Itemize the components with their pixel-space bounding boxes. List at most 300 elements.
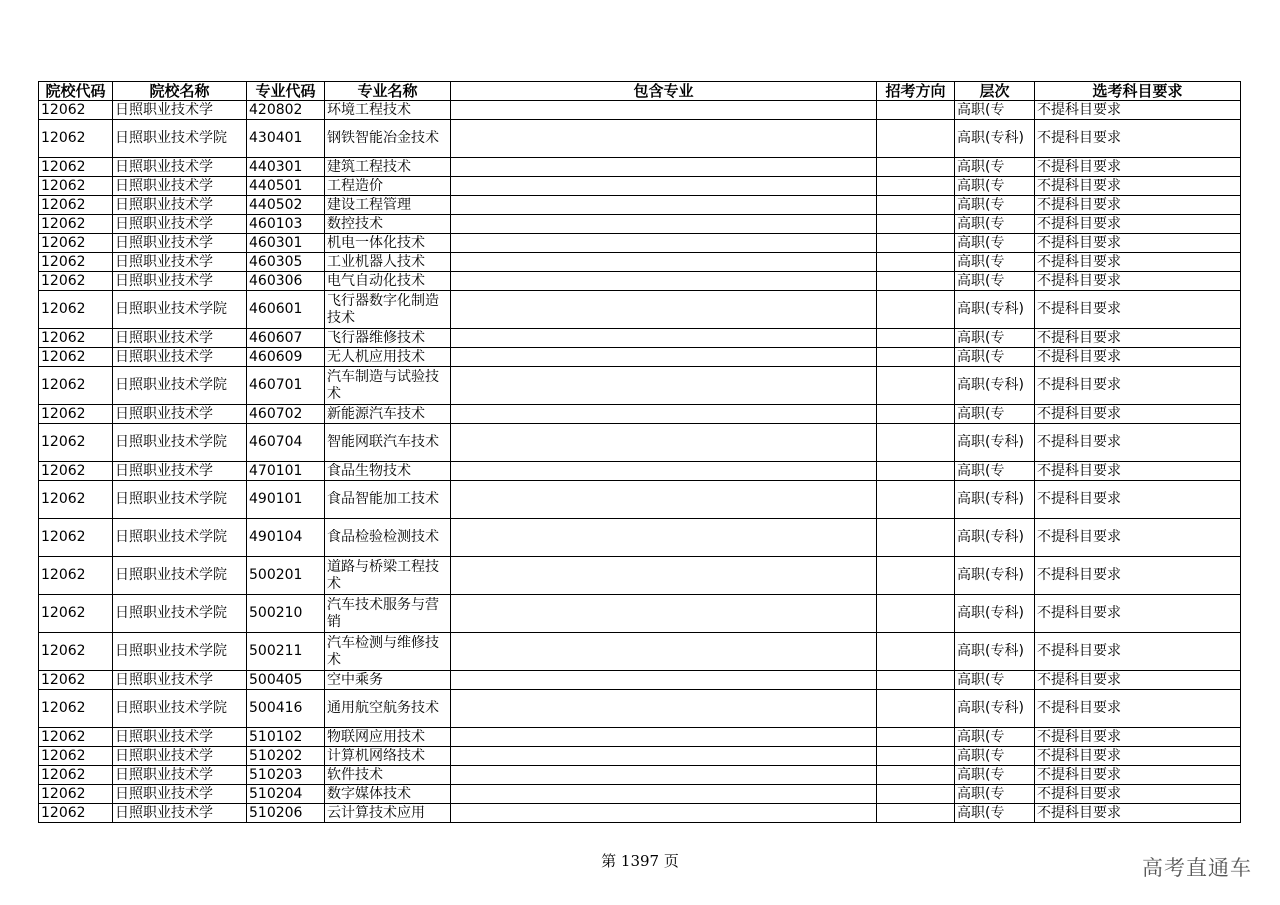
- major-name-cell-text: 建筑工程技术: [327, 158, 411, 175]
- major-name-cell-text: 食品生物技术: [327, 462, 411, 479]
- level-cell-text: 高职(专: [957, 101, 1005, 118]
- major-name-cell: [325, 272, 451, 291]
- major-code-cell: [247, 120, 325, 158]
- school-name-cell-text: 日照职业技术学院: [115, 700, 227, 716]
- school-name-cell: [113, 158, 247, 177]
- school-name-cell: [113, 633, 247, 671]
- major-name-cell: [325, 234, 451, 253]
- major-name-cell-text: 食品检验检测技术: [327, 529, 439, 545]
- major-code-cell: [247, 671, 325, 690]
- level-cell: [955, 196, 1035, 215]
- subject-requirement-cell: [1035, 424, 1241, 462]
- subject-requirement-cell-text: 不提科目要求: [1037, 766, 1121, 783]
- major-name-cell-text: 云计算技术应用: [327, 804, 425, 821]
- school-code-cell-text: 12062: [41, 785, 86, 802]
- subject-requirement-cell: [1035, 253, 1241, 272]
- school-name-cell: [113, 348, 247, 367]
- level-cell: [955, 215, 1035, 234]
- major-code-cell: [247, 595, 325, 633]
- school-code-cell-text: 12062: [41, 301, 86, 317]
- major-code-cell: [247, 177, 325, 196]
- included-majors-cell: [451, 291, 877, 329]
- subject-requirement-cell: [1035, 557, 1241, 595]
- school-name-cell-text: 日照职业技术学: [115, 272, 213, 289]
- school-name-cell-text: 日照职业技术学院: [115, 301, 227, 317]
- major-name-cell: [325, 177, 451, 196]
- major-name-cell-text: 数控技术: [327, 215, 383, 232]
- level-cell: [955, 177, 1035, 196]
- level-cell: [955, 253, 1035, 272]
- included-majors-cell: [451, 519, 877, 557]
- major-code-cell: [247, 101, 325, 120]
- direction-cell: [877, 633, 955, 671]
- school-code-cell: [39, 405, 113, 424]
- subject-requirement-cell-text: 不提科目要求: [1037, 462, 1121, 479]
- major-name-cell-text: 汽车制造与试验技术: [327, 368, 439, 402]
- table-row: [39, 785, 1241, 804]
- school-name-cell-text: 日照职业技术学: [115, 728, 213, 745]
- major-name-cell: [325, 804, 451, 823]
- subject-requirement-cell-text: 不提科目要求: [1037, 215, 1121, 232]
- header-school-name: 院校名称: [113, 82, 247, 101]
- level-cell-text: 高职(专: [957, 804, 1005, 821]
- subject-requirement-cell: [1035, 690, 1241, 728]
- subject-requirement-cell-text: 不提科目要求: [1037, 491, 1121, 507]
- table-row: [39, 747, 1241, 766]
- subject-requirement-cell-text: 不提科目要求: [1037, 728, 1121, 745]
- school-code-cell-text: 12062: [41, 700, 86, 716]
- direction-cell: [877, 101, 955, 120]
- school-code-cell: [39, 196, 113, 215]
- major-name-cell-text: 数字媒体技术: [327, 785, 411, 802]
- school-code-cell: [39, 253, 113, 272]
- major-name-cell: [325, 747, 451, 766]
- subject-requirement-cell-text: 不提科目要求: [1037, 529, 1121, 545]
- table-row: [39, 728, 1241, 747]
- school-code-cell-text: 12062: [41, 643, 86, 659]
- table-row: [39, 234, 1241, 253]
- major-code-cell-text: 440502: [249, 196, 303, 213]
- school-name-cell: [113, 234, 247, 253]
- table-row: [39, 424, 1241, 462]
- level-cell-text: 高职(专科): [957, 643, 1024, 659]
- included-majors-cell: [451, 690, 877, 728]
- direction-cell: [877, 215, 955, 234]
- school-code-cell: [39, 291, 113, 329]
- school-code-cell: [39, 690, 113, 728]
- included-majors-cell: [451, 348, 877, 367]
- major-name-cell: [325, 785, 451, 804]
- major-code-cell: [247, 253, 325, 272]
- major-code-cell: [247, 690, 325, 728]
- table-row: [39, 671, 1241, 690]
- subject-requirement-cell-text: 不提科目要求: [1037, 671, 1121, 688]
- school-code-cell-text: 12062: [41, 804, 86, 821]
- school-code-cell-text: 12062: [41, 253, 86, 270]
- level-cell: [955, 462, 1035, 481]
- watermark-text: 高考直通车: [1142, 856, 1252, 880]
- school-name-cell: [113, 804, 247, 823]
- subject-requirement-cell-text: 不提科目要求: [1037, 405, 1121, 422]
- major-code-cell-text: 420802: [249, 101, 303, 118]
- major-name-cell-text: 工程造价: [327, 177, 383, 194]
- major-name-cell-text: 汽车检测与维修技术: [327, 634, 439, 668]
- level-cell: [955, 766, 1035, 785]
- subject-requirement-cell: [1035, 519, 1241, 557]
- school-name-cell-text: 日照职业技术学院: [115, 491, 227, 507]
- table-row: [39, 348, 1241, 367]
- subject-requirement-cell-text: 不提科目要求: [1037, 196, 1121, 213]
- school-code-cell: [39, 671, 113, 690]
- level-cell-text: 高职(专: [957, 272, 1005, 289]
- major-name-cell: [325, 253, 451, 272]
- level-cell-text: 高职(专: [957, 253, 1005, 270]
- school-name-cell: [113, 462, 247, 481]
- school-name-cell-text: 日照职业技术学院: [115, 567, 227, 583]
- header-major-name: 专业名称: [325, 82, 451, 101]
- school-name-cell-text: 日照职业技术学: [115, 785, 213, 802]
- major-name-cell: [325, 557, 451, 595]
- level-cell: [955, 633, 1035, 671]
- major-code-cell-text: 460103: [249, 215, 303, 232]
- included-majors-cell: [451, 215, 877, 234]
- table-row: [39, 101, 1241, 120]
- major-name-cell-text: 物联网应用技术: [327, 728, 425, 745]
- major-name-cell: [325, 348, 451, 367]
- included-majors-cell: [451, 367, 877, 405]
- school-code-cell-text: 12062: [41, 434, 86, 450]
- included-majors-cell: [451, 557, 877, 595]
- level-cell: [955, 785, 1035, 804]
- major-code-cell: [247, 481, 325, 519]
- included-majors-cell: [451, 405, 877, 424]
- school-name-cell-text: 日照职业技术学: [115, 804, 213, 821]
- table-row: [39, 367, 1241, 405]
- level-cell-text: 高职(专科): [957, 491, 1024, 507]
- direction-cell: [877, 234, 955, 253]
- school-code-cell: [39, 747, 113, 766]
- major-name-cell-text: 建设工程管理: [327, 196, 411, 213]
- direction-cell: [877, 329, 955, 348]
- major-name-cell: [325, 120, 451, 158]
- school-code-cell: [39, 766, 113, 785]
- major-code-cell: [247, 424, 325, 462]
- direction-cell: [877, 671, 955, 690]
- level-cell-text: 高职(专科): [957, 377, 1024, 393]
- school-name-cell: [113, 728, 247, 747]
- school-code-cell-text: 12062: [41, 491, 86, 507]
- direction-cell: [877, 253, 955, 272]
- school-name-cell: [113, 557, 247, 595]
- direction-cell: [877, 481, 955, 519]
- major-code-cell-text: 460301: [249, 234, 303, 251]
- level-cell-text: 高职(专: [957, 234, 1005, 251]
- major-name-cell: [325, 690, 451, 728]
- school-code-cell: [39, 557, 113, 595]
- subject-requirement-cell-text: 不提科目要求: [1037, 804, 1121, 821]
- level-cell: [955, 728, 1035, 747]
- major-name-cell-text: 电气自动化技术: [327, 272, 425, 289]
- major-code-cell-text: 490104: [249, 529, 303, 545]
- level-cell-text: 高职(专科): [957, 301, 1024, 317]
- school-code-cell: [39, 215, 113, 234]
- included-majors-cell: [451, 804, 877, 823]
- subject-requirement-cell: [1035, 728, 1241, 747]
- subject-requirement-cell-text: 不提科目要求: [1037, 158, 1121, 175]
- school-name-cell: [113, 291, 247, 329]
- table-row: [39, 633, 1241, 671]
- direction-cell: [877, 196, 955, 215]
- direction-cell: [877, 177, 955, 196]
- major-code-cell: [247, 766, 325, 785]
- level-cell: [955, 671, 1035, 690]
- school-name-cell: [113, 481, 247, 519]
- major-code-cell-text: 500405: [249, 671, 303, 688]
- major-name-cell: [325, 367, 451, 405]
- table-row: [39, 690, 1241, 728]
- level-cell-text: 高职(专科): [957, 529, 1024, 545]
- subject-requirement-cell-text: 不提科目要求: [1037, 643, 1121, 659]
- school-name-cell-text: 日照职业技术学: [115, 215, 213, 232]
- level-cell-text: 高职(专: [957, 329, 1005, 346]
- major-code-cell-text: 510206: [249, 804, 303, 821]
- subject-requirement-cell: [1035, 177, 1241, 196]
- direction-cell: [877, 291, 955, 329]
- major-name-cell-text: 无人机应用技术: [327, 348, 425, 365]
- level-cell-text: 高职(专: [957, 747, 1005, 764]
- subject-requirement-cell: [1035, 671, 1241, 690]
- subject-requirement-cell: [1035, 367, 1241, 405]
- subject-requirement-cell: [1035, 481, 1241, 519]
- school-code-cell: [39, 367, 113, 405]
- school-name-cell-text: 日照职业技术学: [115, 405, 213, 422]
- table-header-row: [39, 82, 1241, 101]
- level-cell-text: 高职(专: [957, 196, 1005, 213]
- subject-requirement-cell-text: 不提科目要求: [1037, 605, 1121, 621]
- subject-requirement-cell-text: 不提科目要求: [1037, 234, 1121, 251]
- major-code-cell: [247, 519, 325, 557]
- school-code-cell-text: 12062: [41, 671, 86, 688]
- level-cell: [955, 804, 1035, 823]
- direction-cell: [877, 405, 955, 424]
- school-name-cell: [113, 405, 247, 424]
- level-cell: [955, 747, 1035, 766]
- school-code-cell: [39, 728, 113, 747]
- major-code-cell: [247, 234, 325, 253]
- header-direction: 招考方向: [877, 82, 955, 101]
- major-code-cell: [247, 158, 325, 177]
- header-level: 层次: [955, 82, 1035, 101]
- school-name-cell-text: 日照职业技术学: [115, 671, 213, 688]
- included-majors-cell: [451, 158, 877, 177]
- major-name-cell-text: 食品智能加工技术: [327, 491, 439, 507]
- major-name-cell-text: 智能网联汽车技术: [327, 434, 439, 450]
- major-code-cell-text: 460601: [249, 301, 303, 317]
- level-cell: [955, 405, 1035, 424]
- school-name-cell: [113, 519, 247, 557]
- subject-requirement-cell: [1035, 158, 1241, 177]
- school-name-cell: [113, 272, 247, 291]
- major-name-cell: [325, 158, 451, 177]
- level-cell-text: 高职(专: [957, 671, 1005, 688]
- major-name-cell: [325, 424, 451, 462]
- major-name-cell: [325, 196, 451, 215]
- table-row: [39, 804, 1241, 823]
- subject-requirement-cell: [1035, 462, 1241, 481]
- included-majors-cell: [451, 120, 877, 158]
- major-code-cell: [247, 196, 325, 215]
- level-cell-text: 高职(专科): [957, 130, 1024, 146]
- major-code-cell-text: 460306: [249, 272, 303, 289]
- school-code-cell-text: 12062: [41, 272, 86, 289]
- subject-requirement-cell: [1035, 215, 1241, 234]
- level-cell: [955, 348, 1035, 367]
- major-code-cell: [247, 272, 325, 291]
- level-cell-text: 高职(专科): [957, 434, 1024, 450]
- direction-cell: [877, 766, 955, 785]
- school-code-cell-text: 12062: [41, 605, 86, 621]
- direction-cell: [877, 804, 955, 823]
- table-row: [39, 405, 1241, 424]
- major-name-cell: [325, 329, 451, 348]
- included-majors-cell: [451, 424, 877, 462]
- included-majors-cell: [451, 728, 877, 747]
- school-name-cell-text: 日照职业技术学院: [115, 605, 227, 621]
- major-code-cell: [247, 215, 325, 234]
- table-row: [39, 215, 1241, 234]
- level-cell-text: 高职(专: [957, 462, 1005, 479]
- subject-requirement-cell-text: 不提科目要求: [1037, 301, 1121, 317]
- major-name-cell: [325, 766, 451, 785]
- table-row: [39, 291, 1241, 329]
- subject-requirement-cell-text: 不提科目要求: [1037, 785, 1121, 802]
- included-majors-cell: [451, 329, 877, 348]
- subject-requirement-cell: [1035, 348, 1241, 367]
- school-name-cell-text: 日照职业技术学: [115, 196, 213, 213]
- school-name-cell: [113, 690, 247, 728]
- major-name-cell-text: 道路与桥梁工程技术: [327, 558, 439, 592]
- major-code-cell: [247, 633, 325, 671]
- major-name-cell: [325, 462, 451, 481]
- major-name-cell-text: 机电一体化技术: [327, 234, 425, 251]
- major-code-cell-text: 430401: [249, 130, 303, 146]
- school-name-cell: [113, 177, 247, 196]
- major-name-cell: [325, 101, 451, 120]
- level-cell: [955, 367, 1035, 405]
- major-code-cell-text: 510102: [249, 728, 303, 745]
- major-name-cell: [325, 728, 451, 747]
- school-name-cell-text: 日照职业技术学: [115, 234, 213, 251]
- level-cell-text: 高职(专科): [957, 700, 1024, 716]
- direction-cell: [877, 728, 955, 747]
- subject-requirement-cell: [1035, 196, 1241, 215]
- school-code-cell-text: 12062: [41, 215, 86, 232]
- major-code-cell-text: 460305: [249, 253, 303, 270]
- major-name-cell: [325, 595, 451, 633]
- subject-requirement-cell-text: 不提科目要求: [1037, 329, 1121, 346]
- school-code-cell-text: 12062: [41, 529, 86, 545]
- table-row: [39, 177, 1241, 196]
- subject-requirement-cell: [1035, 101, 1241, 120]
- school-name-cell-text: 日照职业技术学: [115, 158, 213, 175]
- level-cell-text: 高职(专: [957, 158, 1005, 175]
- major-name-cell: [325, 633, 451, 671]
- subject-requirement-cell: [1035, 785, 1241, 804]
- subject-requirement-cell: [1035, 120, 1241, 158]
- major-code-cell-text: 500211: [249, 643, 303, 659]
- school-name-cell: [113, 196, 247, 215]
- direction-cell: [877, 595, 955, 633]
- included-majors-cell: [451, 196, 877, 215]
- header-subject-requirement: 选考科目要求: [1035, 82, 1241, 101]
- major-code-cell: [247, 462, 325, 481]
- subject-requirement-cell: [1035, 291, 1241, 329]
- school-code-cell-text: 12062: [41, 747, 86, 764]
- level-cell: [955, 519, 1035, 557]
- major-code-cell-text: 460704: [249, 434, 303, 450]
- admissions-table-container: [38, 81, 1240, 823]
- school-name-cell-text: 日照职业技术学: [115, 462, 213, 479]
- school-name-cell-text: 日照职业技术学: [115, 348, 213, 365]
- level-cell: [955, 595, 1035, 633]
- included-majors-cell: [451, 766, 877, 785]
- level-cell-text: 高职(专: [957, 177, 1005, 194]
- school-name-cell: [113, 671, 247, 690]
- major-code-cell: [247, 329, 325, 348]
- major-code-cell: [247, 785, 325, 804]
- major-name-cell-text: 空中乘务: [327, 671, 383, 688]
- major-code-cell-text: 470101: [249, 462, 303, 479]
- school-name-cell: [113, 747, 247, 766]
- school-name-cell-text: 日照职业技术学: [115, 253, 213, 270]
- direction-cell: [877, 348, 955, 367]
- table-row: [39, 766, 1241, 785]
- direction-cell: [877, 272, 955, 291]
- included-majors-cell: [451, 253, 877, 272]
- included-majors-cell: [451, 633, 877, 671]
- school-code-cell: [39, 120, 113, 158]
- major-code-cell: [247, 728, 325, 747]
- major-code-cell: [247, 348, 325, 367]
- school-name-cell-text: 日照职业技术学院: [115, 529, 227, 545]
- subject-requirement-cell-text: 不提科目要求: [1037, 101, 1121, 118]
- included-majors-cell: [451, 462, 877, 481]
- subject-requirement-cell: [1035, 804, 1241, 823]
- major-code-cell-text: 500416: [249, 700, 303, 716]
- major-name-cell-text: 通用航空航务技术: [327, 700, 439, 716]
- school-code-cell-text: 12062: [41, 728, 86, 745]
- subject-requirement-cell: [1035, 234, 1241, 253]
- major-code-cell-text: 510204: [249, 785, 303, 802]
- school-code-cell: [39, 348, 113, 367]
- school-code-cell-text: 12062: [41, 462, 86, 479]
- subject-requirement-cell: [1035, 272, 1241, 291]
- school-name-cell: [113, 766, 247, 785]
- major-code-cell: [247, 804, 325, 823]
- level-cell: [955, 329, 1035, 348]
- level-cell: [955, 291, 1035, 329]
- school-code-cell-text: 12062: [41, 567, 86, 583]
- level-cell-text: 高职(专: [957, 766, 1005, 783]
- school-name-cell-text: 日照职业技术学: [115, 329, 213, 346]
- level-cell: [955, 557, 1035, 595]
- subject-requirement-cell-text: 不提科目要求: [1037, 272, 1121, 289]
- admissions-table: [38, 81, 1241, 823]
- major-code-cell-text: 460702: [249, 405, 303, 422]
- school-code-cell: [39, 633, 113, 671]
- school-code-cell-text: 12062: [41, 329, 86, 346]
- direction-cell: [877, 690, 955, 728]
